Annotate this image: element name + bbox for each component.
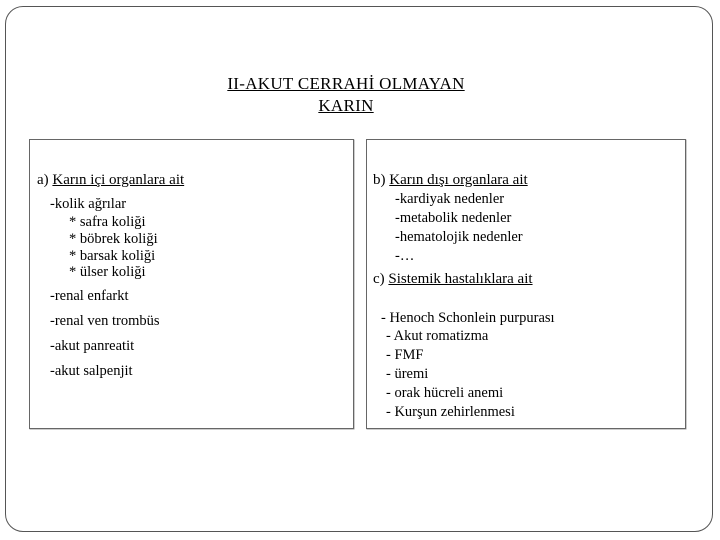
list-item: -kolik ağrılar [50,196,127,212]
slide-title-line-2: KARIN [318,96,374,115]
slide-title-line-1: II-AKUT CERRAHİ OLMAYAN [227,74,465,93]
list-item: * safra koliği [69,214,146,230]
list-item: - orak hücreli anemi [386,385,504,401]
list-item: - Henoch Schonlein purpurası [381,310,555,326]
list-item: -… [395,248,415,264]
left-heading [37,171,184,189]
list-item: * barsak koliği [69,248,156,264]
list-item: * böbrek koliği [69,231,158,247]
list-item: -renal enfarkt [50,288,129,304]
right-heading-c [373,270,533,288]
right-heading-c-text: Sistemik hastalıklara ait [388,271,533,287]
list-item: -akut panreatit [50,338,135,354]
right-heading-c-prefix: c) [373,271,389,287]
right-heading-b-prefix: b) [373,172,390,188]
extra-abdominal-causes-box [366,139,686,429]
intra-abdominal-causes-box [29,139,354,429]
right-heading-b-text: Karın dışı organlara ait [389,172,528,188]
list-item: - Kurşun zehirlenmesi [386,404,515,420]
left-heading-prefix: a) [37,172,53,188]
list-item: -hematolojik nedenler [395,229,523,245]
list-item: - Akut romatizma [386,328,489,344]
right-heading-b [373,171,528,189]
list-item: - üremi [386,366,429,382]
left-heading-text: Karın içi organlara ait [52,172,185,188]
list-item: -kardiyak nedenler [395,191,505,207]
list-item: * ülser koliği [69,264,146,280]
list-item: - FMF [386,347,424,363]
list-item: -akut salpenjit [50,363,133,379]
list-item: -renal ven trombüs [50,313,160,329]
list-item: -metabolik nedenler [395,210,512,226]
